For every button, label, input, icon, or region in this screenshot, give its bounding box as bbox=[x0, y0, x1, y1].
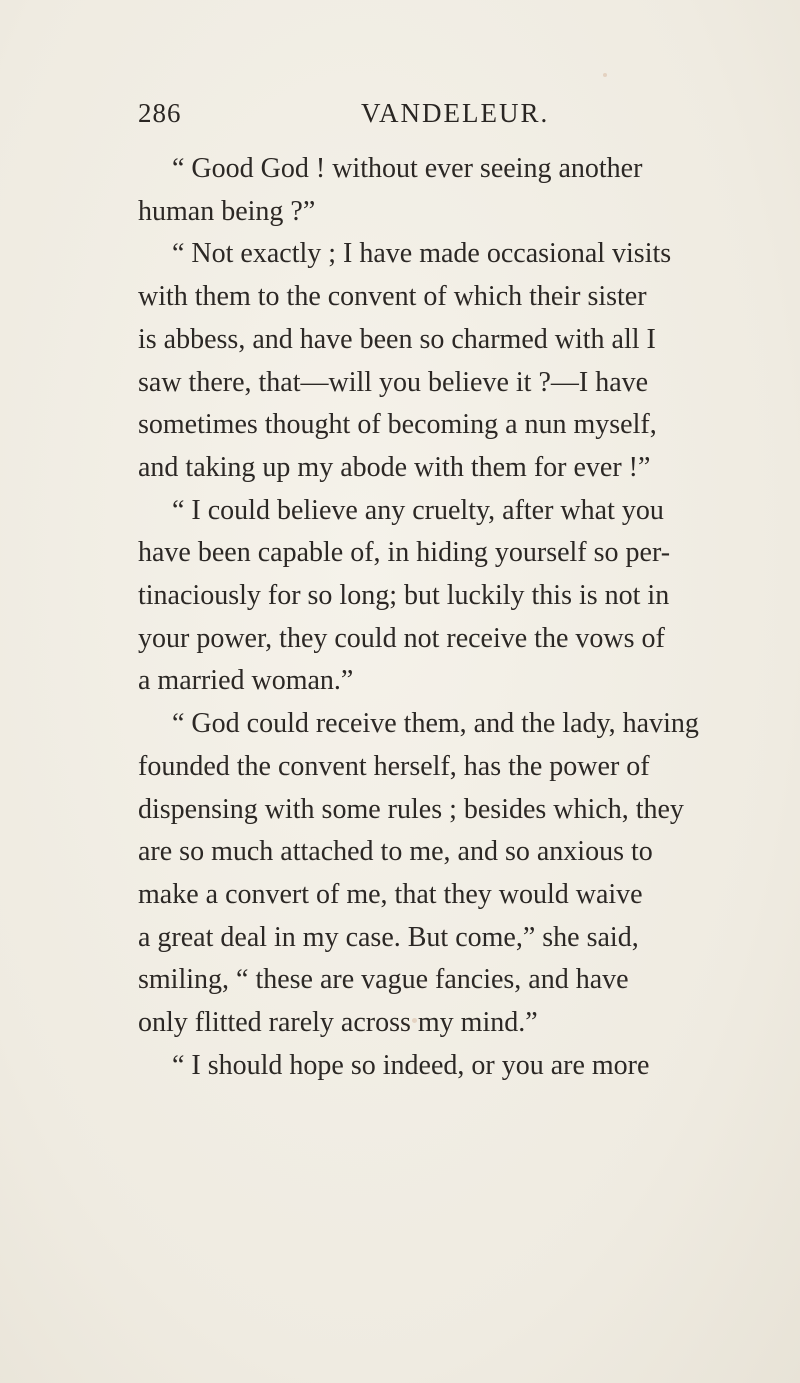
text-line: is abbess, and have been so charmed with all I bbox=[138, 323, 656, 355]
paragraph bbox=[138, 490, 778, 704]
text-line: smiling, “ these are vague fancies, and have bbox=[138, 964, 629, 996]
text-line: a great deal in my case. But come,” she said, bbox=[138, 921, 639, 953]
text-line: “ Good God ! without ever seeing another bbox=[172, 153, 643, 184]
running-title: VANDELEUR. bbox=[361, 98, 550, 128]
text-line: and taking up my abode with them for ever !” bbox=[138, 451, 651, 483]
text-line: have been capable of, in hiding yourself so per- bbox=[138, 537, 671, 569]
paper-speck bbox=[603, 73, 607, 77]
page-number: 286 bbox=[138, 98, 182, 128]
page-header bbox=[138, 98, 708, 138]
text-line: sometimes thought of becoming a nun myself, bbox=[138, 409, 657, 441]
text-line: saw there, that—will you believe it ?—I have bbox=[138, 366, 649, 398]
body-text bbox=[138, 148, 778, 1087]
text-line: “ I could believe any cruelty, after what you bbox=[172, 494, 664, 526]
paragraph bbox=[138, 233, 778, 489]
text-line: tinaciously for so long; but luckily this is not in bbox=[138, 580, 670, 612]
text-line: “ Not exactly ; I have made occasional visits bbox=[172, 238, 672, 270]
text-line: dispensing with some rules ; besides which, they bbox=[138, 793, 684, 825]
text-line: only flitted rarely across my mind.” bbox=[138, 1007, 538, 1039]
text-line: your power, they could not receive the vows of bbox=[138, 622, 665, 654]
paragraph bbox=[138, 1045, 778, 1088]
paragraph bbox=[138, 703, 778, 1045]
paragraph bbox=[138, 148, 778, 233]
text-line: make a convert of me, that they would waive bbox=[138, 878, 643, 910]
text-line: human being ?” bbox=[138, 195, 316, 227]
text-line: with them to the convent of which their sister bbox=[138, 281, 647, 313]
text-line: are so much attached to me, and so anxious to bbox=[138, 836, 653, 868]
text-line: “ I should hope so indeed, or you are more bbox=[172, 1049, 650, 1081]
text-line: founded the convent herself, has the power of bbox=[138, 750, 650, 782]
text-line: a married woman.” bbox=[138, 665, 354, 697]
text-line: “ God could receive them, and the lady, having bbox=[172, 708, 699, 740]
